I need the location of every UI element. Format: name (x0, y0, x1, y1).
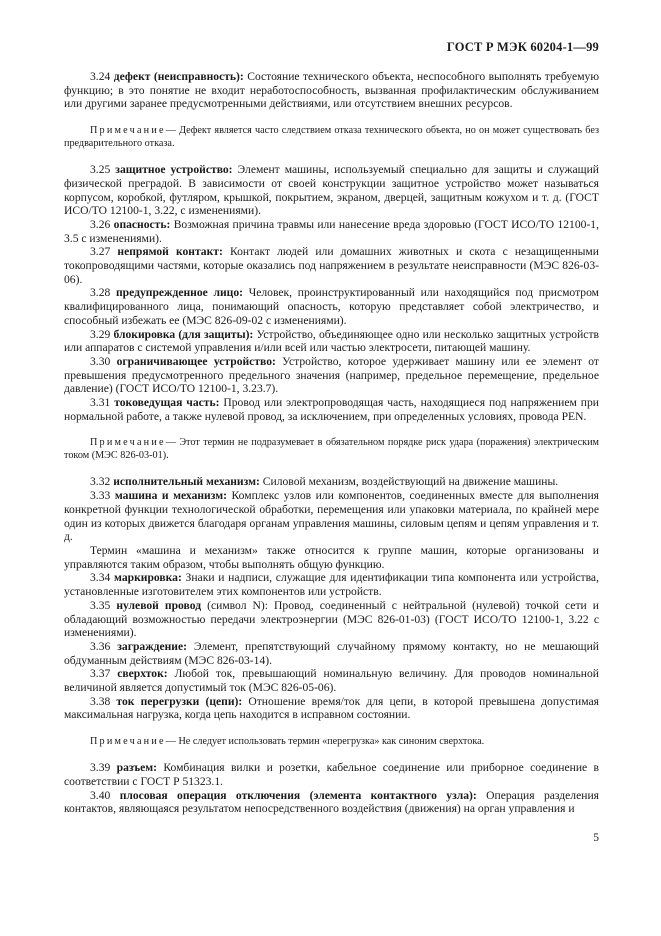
entry-number: 3.38 (90, 694, 111, 708)
entry-number: 3.34 (90, 571, 111, 585)
entry-number: 3.33 (90, 489, 111, 503)
entry-number: 3.24 (90, 70, 111, 83)
entry-3-30 (64, 355, 599, 396)
entry-term: опасность: (113, 217, 171, 231)
entry-term: блокировка (для защиты): (113, 327, 254, 341)
entry-3-25 (64, 163, 599, 218)
entry-text: Операция разделения контактов, являющаяся результатом непосредственного воздействия (движения) на орган управления и (64, 788, 599, 816)
note-3 (64, 735, 599, 748)
entry-term: защитное устройство: (115, 163, 233, 177)
entry-3-34 (64, 571, 599, 598)
entry-term: разъем: (116, 761, 158, 775)
entry-number: 3.32 (90, 475, 111, 489)
entry-text: Контакт людей или домашних животных и скота с незащищенными токопроводящими частями, которые оказались под напряжением в результате неисправности (МЭС 826-03-06). (64, 245, 599, 286)
entry-3-31 (64, 396, 599, 423)
entry-term: ток перегрузки (цепи): (116, 694, 243, 708)
entry-term: нулевой провод (116, 598, 202, 612)
note-label: Примечание (90, 125, 166, 137)
note-text: — Этот термин не подразумевает в обязательном порядке риск удара (поражения) электрическим током (МЭС 826-03-01). (64, 437, 599, 462)
entry-text: Знаки и надписи, служащие для идентификации типа компонента или устройства, установленные изготовителем этих компонентов или устройств. (64, 571, 599, 599)
entry-3-32 (64, 475, 599, 489)
page-header: ГОСТ Р МЭК 60204-1—99 (446, 40, 599, 54)
entry-number: 3.39 (90, 761, 111, 775)
entry-3-26 (64, 218, 599, 245)
entry-3-29 (64, 328, 599, 355)
entry-number: 3.36 (90, 639, 111, 653)
entry-3-33 (64, 489, 599, 544)
entry-3-27 (64, 245, 599, 286)
entry-number: 3.40 (90, 788, 111, 802)
entry-number: 3.27 (90, 245, 111, 259)
entry-3-37 (64, 667, 599, 694)
entry-number: 3.35 (90, 598, 111, 612)
note-label: Примечание (90, 736, 166, 748)
entry-term: ограничивающее устройство: (116, 354, 276, 368)
entry-3-39 (64, 761, 599, 788)
entry-text: Любой ток, превышающий номинальную величину. Для проводов номинальной величиной является допустимый ток (МЭС 826-05-06). (64, 667, 599, 695)
entry-text: Возможная причина травмы или нанесение вреда здоровью (ГОСТ ИСО/ТО 12100-1, 3.5 с изменениями). (64, 217, 599, 245)
note-text: — Дефект является часто следствием отказа технического объекта, но он может существовать без предварительного отказа. (64, 125, 599, 150)
entry-text: Устройство, которое удерживает машину или ее элемент от превышения предусмотренного предельного значения (например, предельное перемещение, предельное давление) (ГОСТ ИСО/ТО 12100-1, 3.23.7). (64, 354, 599, 396)
entry-number: 3.25 (90, 163, 111, 177)
entry-3-36 (64, 640, 599, 667)
entry-term: непрямой контакт: (117, 245, 223, 259)
entry-number: 3.31 (90, 396, 111, 410)
entry-term: плосовая операция отключения (элемента контактного узла): (119, 788, 477, 802)
entry-number: 3.26 (90, 217, 111, 231)
entry-3-38 (64, 695, 599, 722)
note-2 (64, 436, 599, 462)
entry-text: Устройство, объединяющее одно или несколько защитных устройств или аппаратов с системой управления и/или всей или частью электросети, питающей машину. (64, 327, 599, 355)
entry-term: предупрежденное лицо: (116, 286, 243, 300)
entry-text: Отношение время/ток для цепи, в которой превышена допустимая максимальная нагрузка, когда цепь находится в исправном состоянии. (64, 694, 599, 722)
entry-term: исполнительный механизм: (113, 475, 260, 489)
entry-text: (символ N): Провод, соединенный с нейтральной (нулевой) точкой сети и обладающий возможностью передачи электроэнергии (МЭС 826-01-03) (ГОСТ ИСО/ТО 12100-1, 3.22 с изменениями). (64, 598, 599, 640)
entry-text: Комбинация вилки и розетки, кабельное соединение или приборное соединение в соответствии с ГОСТ Р 51323.1. (64, 761, 599, 788)
entry-term: маркировка: (114, 571, 182, 585)
entry-3-28 (64, 286, 599, 327)
entry-text: Силовой механизм, воздействующий на движение машины. (259, 475, 559, 489)
entry-3-33-extra: Термин «машина и механизм» также относится к группе машин, которые организованы и управляются таким образом, чтобы выполнять общую функцию. (64, 543, 599, 571)
entry-term: сверхток: (117, 667, 168, 681)
entry-number: 3.29 (90, 327, 111, 341)
entry-term: токоведущая часть: (114, 396, 220, 410)
entry-3-40 (64, 789, 599, 816)
entry-number: 3.28 (90, 286, 111, 300)
note-text: — Не следует использовать термин «перегрузка» как синоним сверхтока. (165, 736, 485, 748)
entry-3-24 (64, 70, 599, 111)
page-content (64, 70, 599, 816)
entry-number: 3.30 (90, 354, 111, 368)
entry-number: 3.37 (90, 667, 111, 681)
note-label: Примечание (90, 437, 166, 449)
entry-text: Человек, проинструктированный или находящийся под присмотром квалифицированного лица, понимающий опасность, которую представляет собой электричество, и способный избежать ее (МЭС 826-09-02 с изменениями). (64, 286, 599, 327)
entry-3-35 (64, 599, 599, 640)
entry-text: Элемент, препятствующий случайному прямому контакту, но не мешающий обдуманным действиям (МЭС 826-03-14). (64, 639, 600, 667)
page-number: 5 (593, 832, 599, 844)
entry-text: Комплекс узлов или компонентов, соединенных вместе для выполнения конкретной функции технологической обработки, перемещения или упаковки материала, по крайней мере один из которых движется благодаря органам управления машины, силовым цепям и цепям управления и т. д. (64, 489, 600, 544)
entry-text: Состояние технического объекта, неспособного выполнять требуемую функцию; в это понятие не входит неработоспособность, вызванная профилактическим обслуживанием или другими заранее предусмотренными действиями, или отсутствием внешних ресурсов. (64, 70, 599, 111)
entry-text: Элемент машины, используемый специально для защиты и служащий физической преградой. В зависимости от своей конструкции защитное устройство может называться корпусом, коробкой, футляром, крышкой, покрытием, экраном, дверцей, защитным кожухом и т. д. (ГОСТ ИСО/ТО 12100-1, 3.22, с изменениями). (64, 163, 599, 218)
entry-term: машина и механизм: (114, 489, 227, 503)
entry-text: Провод или электропроводящая часть, находящиеся под напряжением при нормальной работе, а также нулевой провод, за исключением, при определенных условиях, провода PEN. (64, 396, 599, 423)
note-1 (64, 124, 599, 150)
entry-term: заграждение: (117, 639, 187, 653)
entry-term: дефект (неисправность): (113, 70, 244, 83)
